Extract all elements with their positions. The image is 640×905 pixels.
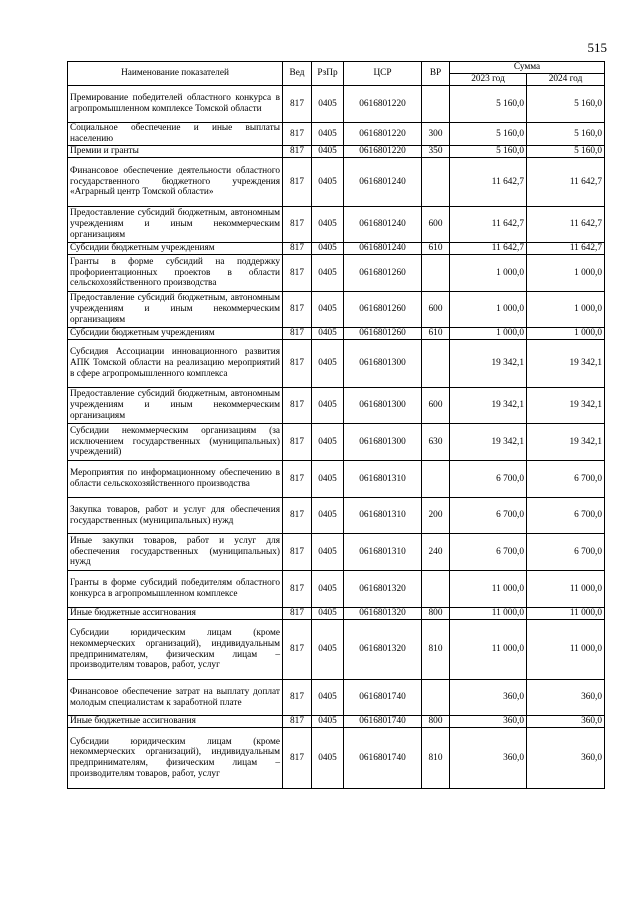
row-amount-2023: 11 642,7 xyxy=(450,207,527,243)
row-ved: 817 xyxy=(283,328,312,340)
row-ved: 817 xyxy=(283,498,312,534)
table-row xyxy=(68,461,605,498)
row-name: Субсидии бюджетным учреждениям xyxy=(68,243,283,255)
row-ved: 817 xyxy=(283,340,312,388)
table-row xyxy=(68,86,605,123)
row-name: Субсидии некоммерческим организациям (за исключением государственных (муниципальных) учреждений) xyxy=(68,424,283,461)
row-name: Финансовое обеспечение деятельности областного государственного бюджетного учреждения «Аграрный центр Томской области» xyxy=(68,158,283,207)
row-amount-2024: 19 342,1 xyxy=(527,340,605,388)
row-amount-2023: 6 700,0 xyxy=(450,534,527,571)
row-amount-2024: 19 342,1 xyxy=(527,388,605,424)
row-amount-2024: 11 642,7 xyxy=(527,243,605,255)
row-rzpr: 0405 xyxy=(312,571,344,608)
row-name: Социальное обеспечение и иные выплаты населению xyxy=(68,123,283,146)
header-2024: 2024 год xyxy=(527,74,605,86)
row-name: Премии и гранты xyxy=(68,146,283,158)
table-row xyxy=(68,158,605,207)
row-csr: 0616801320 xyxy=(344,571,422,608)
row-amount-2024: 5 160,0 xyxy=(527,146,605,158)
row-rzpr: 0405 xyxy=(312,461,344,498)
row-rzpr: 0405 xyxy=(312,207,344,243)
row-amount-2023: 6 700,0 xyxy=(450,498,527,534)
header-vr: ВР xyxy=(422,62,450,86)
row-ved: 817 xyxy=(283,620,312,680)
row-amount-2023: 360,0 xyxy=(450,716,527,728)
row-amount-2023: 11 000,0 xyxy=(450,620,527,680)
table-row xyxy=(68,424,605,461)
row-ved: 817 xyxy=(283,146,312,158)
row-amount-2024: 360,0 xyxy=(527,716,605,728)
row-name: Иные закупки товаров, работ и услуг для обеспечения государственных (муниципальных) нужд xyxy=(68,534,283,571)
row-vr xyxy=(422,461,450,498)
row-ved: 817 xyxy=(283,292,312,328)
row-name: Субсидии юридическим лицам (кроме некоммерческих организаций), индивидуальным предпринимателям, физическим лицам – производителям товаров, работ, услуг xyxy=(68,728,283,789)
table-row xyxy=(68,146,605,158)
table-row xyxy=(68,498,605,534)
row-ved: 817 xyxy=(283,680,312,716)
row-name: Предоставление субсидий бюджетным, автономным учреждениям и иным некоммерческим организациям xyxy=(68,292,283,328)
row-amount-2023: 11 000,0 xyxy=(450,571,527,608)
row-name: Премирование победителей областного конкурса в агропромышленном комплексе Томской области xyxy=(68,86,283,123)
row-ved: 817 xyxy=(283,534,312,571)
row-ved: 817 xyxy=(283,571,312,608)
row-rzpr: 0405 xyxy=(312,716,344,728)
row-ved: 817 xyxy=(283,424,312,461)
row-name: Субсидии бюджетным учреждениям xyxy=(68,328,283,340)
row-csr: 0616801260 xyxy=(344,255,422,292)
row-name: Субсидии юридическим лицам (кроме некоммерческих организаций), индивидуальным предпринимателям, физическим лицам – производителям товаров, работ, услуг xyxy=(68,620,283,680)
row-rzpr: 0405 xyxy=(312,620,344,680)
header-csr: ЦСР xyxy=(344,62,422,86)
row-amount-2023: 5 160,0 xyxy=(450,123,527,146)
row-ved: 817 xyxy=(283,388,312,424)
row-vr xyxy=(422,158,450,207)
page-number: 515 xyxy=(587,40,607,55)
row-rzpr: 0405 xyxy=(312,86,344,123)
row-csr: 0616801240 xyxy=(344,243,422,255)
row-rzpr: 0405 xyxy=(312,728,344,789)
row-amount-2024: 11 000,0 xyxy=(527,608,605,620)
row-amount-2023: 360,0 xyxy=(450,728,527,789)
table-row xyxy=(68,207,605,243)
row-vr: 240 xyxy=(422,534,450,571)
row-amount-2023: 6 700,0 xyxy=(450,461,527,498)
row-ved: 817 xyxy=(283,158,312,207)
table-row xyxy=(68,716,605,728)
row-amount-2024: 11 642,7 xyxy=(527,158,605,207)
header-sum: Сумма xyxy=(450,62,605,74)
row-csr: 0616801220 xyxy=(344,123,422,146)
row-ved: 817 xyxy=(283,728,312,789)
row-name: Мероприятия по информационному обеспечению в области сельскохозяйственного производства xyxy=(68,461,283,498)
row-name: Субсидия Ассоциации инновационного развития АПК Томской области на реализацию мероприятий в сфере агропромышленного комплекса xyxy=(68,340,283,388)
row-amount-2023: 360,0 xyxy=(450,680,527,716)
row-csr: 0616801240 xyxy=(344,207,422,243)
row-rzpr: 0405 xyxy=(312,388,344,424)
table-row xyxy=(68,340,605,388)
table-row xyxy=(68,571,605,608)
header-name: Наименование показателей xyxy=(68,62,283,86)
row-csr: 0616801240 xyxy=(344,158,422,207)
row-csr: 0616801220 xyxy=(344,146,422,158)
row-name: Иные бюджетные ассигнования xyxy=(68,608,283,620)
row-csr: 0616801260 xyxy=(344,328,422,340)
table-row xyxy=(68,534,605,571)
row-amount-2023: 11 000,0 xyxy=(450,608,527,620)
row-csr: 0616801740 xyxy=(344,716,422,728)
row-amount-2024: 6 700,0 xyxy=(527,534,605,571)
table-row xyxy=(68,255,605,292)
row-amount-2023: 11 642,7 xyxy=(450,158,527,207)
row-name: Предоставление субсидий бюджетным, автономным учреждениям и иным некоммерческим организациям xyxy=(68,207,283,243)
row-vr xyxy=(422,680,450,716)
row-vr xyxy=(422,255,450,292)
row-vr: 600 xyxy=(422,207,450,243)
row-rzpr: 0405 xyxy=(312,243,344,255)
row-amount-2023: 19 342,1 xyxy=(450,340,527,388)
row-ved: 817 xyxy=(283,716,312,728)
row-rzpr: 0405 xyxy=(312,680,344,716)
table-row xyxy=(68,243,605,255)
table-row xyxy=(68,728,605,789)
row-csr: 0616801320 xyxy=(344,620,422,680)
row-ved: 817 xyxy=(283,243,312,255)
row-ved: 817 xyxy=(283,123,312,146)
row-name: Предоставление субсидий бюджетным, автономным учреждениям и иным некоммерческим организациям xyxy=(68,388,283,424)
row-amount-2024: 5 160,0 xyxy=(527,123,605,146)
row-amount-2024: 1 000,0 xyxy=(527,328,605,340)
row-rzpr: 0405 xyxy=(312,328,344,340)
row-rzpr: 0405 xyxy=(312,608,344,620)
row-rzpr: 0405 xyxy=(312,123,344,146)
row-amount-2024: 360,0 xyxy=(527,728,605,789)
row-amount-2023: 19 342,1 xyxy=(450,424,527,461)
budget-table xyxy=(67,61,605,789)
table-row xyxy=(68,608,605,620)
row-vr: 610 xyxy=(422,328,450,340)
row-vr: 600 xyxy=(422,292,450,328)
row-vr: 600 xyxy=(422,388,450,424)
row-vr xyxy=(422,340,450,388)
row-amount-2023: 19 342,1 xyxy=(450,388,527,424)
row-csr: 0616801260 xyxy=(344,292,422,328)
row-csr: 0616801310 xyxy=(344,461,422,498)
row-amount-2024: 11 000,0 xyxy=(527,620,605,680)
row-vr: 800 xyxy=(422,716,450,728)
row-ved: 817 xyxy=(283,461,312,498)
row-vr: 800 xyxy=(422,608,450,620)
row-vr: 200 xyxy=(422,498,450,534)
row-rzpr: 0405 xyxy=(312,340,344,388)
row-name: Гранты в форме субсидий победителям областного конкурса в агропромышленном комплексе xyxy=(68,571,283,608)
header-ved: Вед xyxy=(283,62,312,86)
row-csr: 0616801740 xyxy=(344,680,422,716)
row-name: Гранты в форме субсидий на поддержку профориентационных проектов в области сельскохозяйственного производства xyxy=(68,255,283,292)
table-row xyxy=(68,292,605,328)
row-amount-2024: 11 642,7 xyxy=(527,207,605,243)
row-csr: 0616801300 xyxy=(344,424,422,461)
row-csr: 0616801220 xyxy=(344,86,422,123)
row-amount-2024: 6 700,0 xyxy=(527,461,605,498)
row-vr xyxy=(422,571,450,608)
row-name: Финансовое обеспечение затрат на выплату доплат молодым специалистам к заработной плате xyxy=(68,680,283,716)
row-amount-2024: 19 342,1 xyxy=(527,424,605,461)
row-vr: 300 xyxy=(422,123,450,146)
row-ved: 817 xyxy=(283,207,312,243)
row-vr: 610 xyxy=(422,243,450,255)
row-amount-2023: 1 000,0 xyxy=(450,292,527,328)
row-name: Закупка товаров, работ и услуг для обеспечения государственных (муниципальных) нужд xyxy=(68,498,283,534)
row-ved: 817 xyxy=(283,255,312,292)
row-amount-2023: 11 642,7 xyxy=(450,243,527,255)
row-amount-2024: 1 000,0 xyxy=(527,292,605,328)
row-amount-2024: 1 000,0 xyxy=(527,255,605,292)
row-vr: 350 xyxy=(422,146,450,158)
row-amount-2023: 5 160,0 xyxy=(450,146,527,158)
header-rzpr: РзПр xyxy=(312,62,344,86)
row-ved: 817 xyxy=(283,608,312,620)
row-amount-2023: 1 000,0 xyxy=(450,255,527,292)
row-amount-2023: 1 000,0 xyxy=(450,328,527,340)
row-csr: 0616801320 xyxy=(344,608,422,620)
row-rzpr: 0405 xyxy=(312,498,344,534)
row-name: Иные бюджетные ассигнования xyxy=(68,716,283,728)
row-vr: 630 xyxy=(422,424,450,461)
row-amount-2024: 11 000,0 xyxy=(527,571,605,608)
table-row xyxy=(68,123,605,146)
row-rzpr: 0405 xyxy=(312,534,344,571)
row-csr: 0616801740 xyxy=(344,728,422,789)
table-row xyxy=(68,620,605,680)
table-row xyxy=(68,328,605,340)
table-body xyxy=(68,86,605,789)
row-amount-2023: 5 160,0 xyxy=(450,86,527,123)
header-2023: 2023 год xyxy=(450,74,527,86)
row-csr: 0616801310 xyxy=(344,498,422,534)
row-vr: 810 xyxy=(422,728,450,789)
row-rzpr: 0405 xyxy=(312,255,344,292)
row-amount-2024: 5 160,0 xyxy=(527,86,605,123)
row-csr: 0616801310 xyxy=(344,534,422,571)
row-amount-2024: 360,0 xyxy=(527,680,605,716)
row-rzpr: 0405 xyxy=(312,146,344,158)
row-vr xyxy=(422,86,450,123)
row-csr: 0616801300 xyxy=(344,340,422,388)
row-csr: 0616801300 xyxy=(344,388,422,424)
row-rzpr: 0405 xyxy=(312,424,344,461)
table-row xyxy=(68,388,605,424)
row-vr: 810 xyxy=(422,620,450,680)
row-rzpr: 0405 xyxy=(312,158,344,207)
row-amount-2024: 6 700,0 xyxy=(527,498,605,534)
row-ved: 817 xyxy=(283,86,312,123)
row-rzpr: 0405 xyxy=(312,292,344,328)
table-row xyxy=(68,680,605,716)
